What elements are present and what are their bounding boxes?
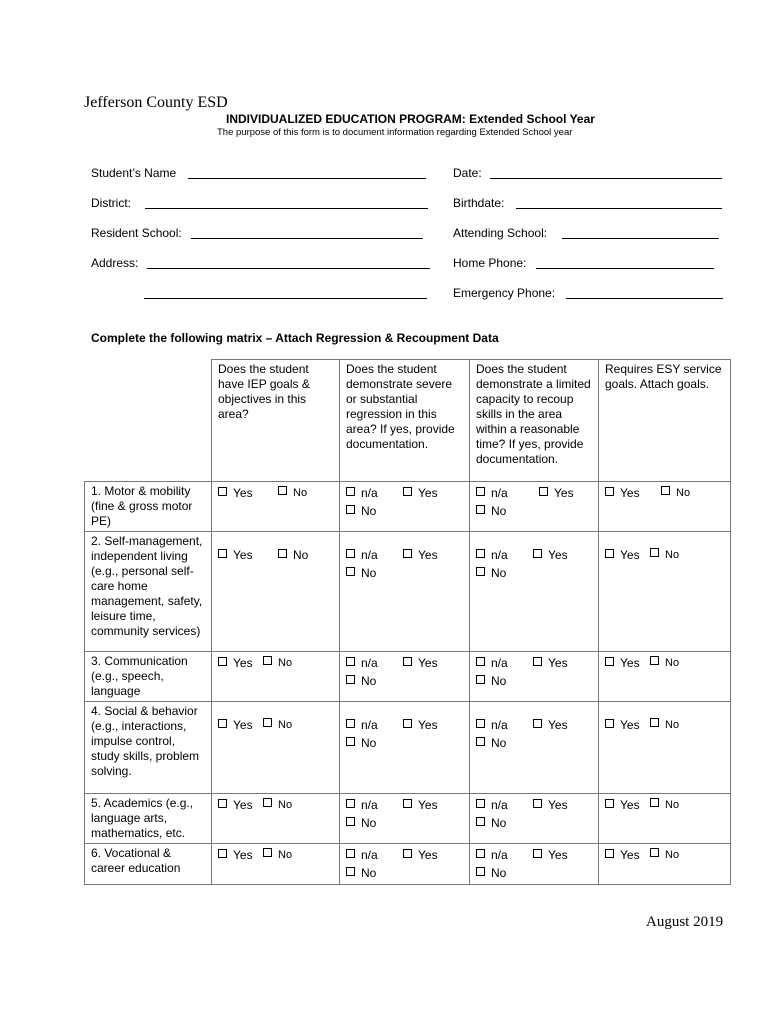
checkbox-yes[interactable]: Yes — [533, 656, 568, 671]
checkbox-icon — [346, 867, 355, 876]
checkbox-no[interactable]: No — [263, 656, 292, 671]
table-row — [85, 652, 731, 702]
checkbox-no[interactable]: No — [346, 736, 376, 751]
iep-goals-cell — [212, 794, 340, 844]
student-name-label: Student’s Name — [91, 166, 177, 180]
checkbox-yes[interactable]: Yes — [218, 798, 263, 813]
checkbox-no[interactable]: No — [346, 566, 376, 581]
recoupment-cell — [470, 652, 599, 702]
checkbox-icon — [476, 567, 485, 576]
regression-cell — [340, 794, 470, 844]
checkbox-icon — [346, 549, 355, 558]
checkbox-icon — [533, 719, 542, 728]
matrix-corner — [85, 360, 212, 482]
checkbox-na[interactable]: n/a — [476, 486, 539, 501]
checkbox-na[interactable]: n/a — [476, 548, 533, 563]
checkbox-icon — [278, 486, 287, 495]
checkbox-icon — [476, 487, 485, 496]
form-purpose: The purpose of this form is to document information regarding Extended School year — [217, 127, 573, 138]
checkbox-icon — [605, 487, 614, 496]
checkbox-icon — [218, 657, 227, 666]
checkbox-icon — [661, 486, 670, 495]
header-iep-goals: Does the student have IEP goals & objectives in this area? — [212, 360, 340, 482]
checkbox-icon — [476, 817, 485, 826]
checkbox-no[interactable]: No — [346, 866, 376, 881]
checkbox-icon — [605, 849, 614, 858]
checkbox-yes[interactable]: Yes — [218, 718, 263, 733]
checkbox-icon — [403, 719, 412, 728]
checkbox-icon — [278, 549, 287, 558]
matrix-header-row — [85, 360, 731, 482]
checkbox-no[interactable]: No — [263, 718, 292, 733]
checkbox-yes[interactable]: Yes — [403, 656, 438, 671]
checkbox-icon — [346, 657, 355, 666]
esy-goals-cell — [599, 794, 731, 844]
regression-cell — [340, 532, 470, 652]
checkbox-no[interactable]: No — [650, 848, 679, 863]
esy-goals-cell — [599, 482, 731, 532]
checkbox-icon — [346, 737, 355, 746]
checkbox-icon — [218, 799, 227, 808]
checkbox-icon — [403, 549, 412, 558]
checkbox-yes[interactable]: Yes — [533, 718, 568, 733]
checkbox-icon — [533, 657, 542, 666]
checkbox-no[interactable]: No — [476, 504, 506, 519]
checkbox-no[interactable]: No — [650, 718, 679, 733]
esy-matrix — [84, 359, 731, 885]
iep-goals-cell — [212, 532, 340, 652]
row-label-vocational: 6. Vocational & career education — [85, 844, 212, 885]
row-label-motor: 1. Motor & mobility (fine & gross motor PE) — [85, 482, 212, 532]
checkbox-icon — [605, 549, 614, 558]
form-title: INDIVIDUALIZED EDUCATION PROGRAM: Extended School Year — [226, 112, 595, 126]
checkbox-icon — [346, 817, 355, 826]
birthdate-label: Birthdate: — [453, 196, 505, 210]
checkbox-yes[interactable]: Yes — [403, 548, 438, 563]
checkbox-icon — [263, 718, 272, 727]
resident-school-field[interactable] — [191, 238, 423, 239]
esy-goals-cell — [599, 532, 731, 652]
checkbox-na[interactable]: n/a — [346, 718, 403, 733]
checkbox-icon — [476, 719, 485, 728]
checkbox-no[interactable]: No — [476, 816, 506, 831]
checkbox-yes[interactable]: Yes — [403, 848, 438, 863]
checkbox-no[interactable]: No — [263, 848, 292, 863]
checkbox-icon — [346, 505, 355, 514]
checkbox-icon — [403, 799, 412, 808]
checkbox-no[interactable]: No — [476, 736, 506, 751]
checkbox-icon — [533, 549, 542, 558]
checkbox-no[interactable]: No — [476, 566, 506, 581]
checkbox-na[interactable]: n/a — [346, 548, 403, 563]
checkbox-icon — [650, 848, 659, 857]
checkbox-no[interactable]: No — [346, 674, 376, 689]
checkbox-icon — [476, 737, 485, 746]
checkbox-icon — [403, 657, 412, 666]
footer-date: August 2019 — [646, 914, 724, 930]
district-field[interactable] — [145, 208, 428, 209]
regression-cell — [340, 702, 470, 794]
esy-goals-cell — [599, 702, 731, 794]
regression-cell — [340, 652, 470, 702]
checkbox-icon — [263, 848, 272, 857]
checkbox-na[interactable]: n/a — [476, 656, 533, 671]
checkbox-no[interactable]: No — [650, 798, 679, 813]
table-row — [85, 702, 731, 794]
iep-goals-cell — [212, 652, 340, 702]
table-row — [85, 794, 731, 844]
checkbox-yes[interactable]: Yes — [218, 486, 278, 501]
district-label: District: — [91, 196, 131, 210]
row-label-self-management: 2. Self-management, independent living (e.g., personal self-care home management, safety, leisure time, community services) — [85, 532, 212, 652]
attending-school-label: Attending School: — [453, 226, 548, 240]
checkbox-na[interactable]: n/a — [346, 848, 403, 863]
esy-goals-cell — [599, 844, 731, 885]
checkbox-icon — [476, 549, 485, 558]
checkbox-icon — [346, 719, 355, 728]
checkbox-icon — [263, 798, 272, 807]
checkbox-yes[interactable]: Yes — [403, 798, 438, 813]
checkbox-icon — [650, 656, 659, 665]
checkbox-icon — [476, 505, 485, 514]
checkbox-icon — [539, 487, 548, 496]
esy-goals-cell — [599, 652, 731, 702]
checkbox-no[interactable]: No — [661, 486, 690, 501]
checkbox-na[interactable]: n/a — [476, 798, 533, 813]
checkbox-icon — [346, 849, 355, 858]
table-row — [85, 482, 731, 532]
checkbox-yes[interactable]: Yes — [533, 848, 568, 863]
checkbox-icon — [533, 799, 542, 808]
recoupment-cell — [470, 794, 599, 844]
checkbox-icon — [650, 548, 659, 557]
checkbox-icon — [605, 657, 614, 666]
checkbox-icon — [346, 567, 355, 576]
row-label-academics: 5. Academics (e.g., language arts, mathematics, etc. — [85, 794, 212, 844]
checkbox-icon — [650, 718, 659, 727]
birthdate-field[interactable] — [516, 208, 722, 209]
checkbox-no[interactable]: No — [650, 548, 679, 563]
checkbox-no[interactable]: No — [476, 866, 506, 881]
checkbox-no[interactable]: No — [650, 656, 679, 671]
date-label: Date: — [453, 166, 482, 180]
checkbox-yes[interactable]: Yes — [533, 548, 568, 563]
date-field[interactable] — [490, 178, 722, 179]
checkbox-yes[interactable]: Yes — [605, 486, 661, 501]
checkbox-icon — [476, 849, 485, 858]
checkbox-icon — [218, 719, 227, 728]
checkbox-icon — [476, 867, 485, 876]
checkbox-no[interactable]: No — [278, 548, 308, 563]
checkbox-no[interactable]: No — [346, 504, 376, 519]
checkbox-icon — [403, 487, 412, 496]
checkbox-yes[interactable]: Yes — [403, 718, 438, 733]
checkbox-icon — [476, 657, 485, 666]
header-regression: Does the student demonstrate severe or substantial regression in this area? If yes, provide documentation. — [340, 360, 470, 482]
checkbox-icon — [346, 799, 355, 808]
table-row — [85, 532, 731, 652]
checkbox-no[interactable]: No — [263, 798, 292, 813]
row-label-social-behavior: 4. Social & behavior (e.g., interactions, impulse control, study skills, problem solving. — [85, 702, 212, 794]
header-recoupment: Does the student demonstrate a limited capacity to recoup skills in the area within a reasonable time? If yes, provide documentation. — [470, 360, 599, 482]
checkbox-na[interactable]: n/a — [346, 656, 403, 671]
matrix-title: Complete the following matrix – Attach Regression & Recoupment Data — [91, 331, 499, 345]
checkbox-yes[interactable]: Yes — [218, 548, 278, 563]
checkbox-icon — [346, 487, 355, 496]
recoupment-cell — [470, 702, 599, 794]
checkbox-no[interactable]: No — [278, 486, 307, 501]
checkbox-na[interactable]: n/a — [476, 848, 533, 863]
address-label: Address: — [91, 256, 139, 270]
recoupment-cell — [470, 532, 599, 652]
checkbox-icon — [533, 849, 542, 858]
checkbox-no[interactable]: No — [346, 816, 376, 831]
checkbox-yes[interactable]: Yes — [605, 656, 650, 671]
row-label-communication: 3. Communication (e.g., speech, language — [85, 652, 212, 702]
iep-goals-cell — [212, 702, 340, 794]
resident-school-label: Resident School: — [91, 226, 182, 240]
checkbox-yes[interactable]: Yes — [605, 548, 650, 563]
address-field-2[interactable] — [144, 298, 427, 299]
organization-name: Jefferson County ESD — [84, 94, 228, 111]
recoupment-cell — [470, 844, 599, 885]
checkbox-na[interactable]: n/a — [346, 486, 403, 501]
checkbox-icon — [263, 656, 272, 665]
iep-goals-cell — [212, 482, 340, 532]
checkbox-icon — [605, 719, 614, 728]
checkbox-icon — [476, 675, 485, 684]
checkbox-icon — [218, 487, 227, 496]
address-field-1[interactable] — [147, 268, 430, 269]
checkbox-yes[interactable]: Yes — [218, 848, 263, 863]
attending-school-field[interactable] — [562, 238, 719, 239]
checkbox-na[interactable]: n/a — [476, 718, 533, 733]
checkbox-icon — [403, 849, 412, 858]
checkbox-icon — [218, 549, 227, 558]
checkbox-yes[interactable]: Yes — [605, 848, 650, 863]
iep-goals-cell — [212, 844, 340, 885]
checkbox-icon — [476, 799, 485, 808]
checkbox-icon — [346, 675, 355, 684]
header-esy-goals: Requires ESY service goals. Attach goals. — [599, 360, 731, 482]
checkbox-yes[interactable]: Yes — [539, 486, 574, 501]
regression-cell — [340, 482, 470, 532]
checkbox-yes[interactable]: Yes — [605, 798, 650, 813]
checkbox-yes[interactable]: Yes — [218, 656, 263, 671]
home-phone-label: Home Phone: — [453, 256, 527, 270]
regression-cell — [340, 844, 470, 885]
table-row — [85, 844, 731, 885]
recoupment-cell — [470, 482, 599, 532]
checkbox-icon — [218, 849, 227, 858]
checkbox-icon — [605, 799, 614, 808]
checkbox-no[interactable]: No — [476, 674, 506, 689]
checkbox-yes[interactable]: Yes — [403, 486, 438, 501]
emergency-phone-field[interactable] — [566, 298, 723, 299]
emergency-phone-label: Emergency Phone: — [453, 286, 556, 300]
student-name-field[interactable] — [188, 178, 426, 179]
checkbox-yes[interactable]: Yes — [533, 798, 568, 813]
home-phone-field[interactable] — [536, 268, 714, 269]
checkbox-na[interactable]: n/a — [346, 798, 403, 813]
checkbox-yes[interactable]: Yes — [605, 718, 650, 733]
checkbox-icon — [650, 798, 659, 807]
